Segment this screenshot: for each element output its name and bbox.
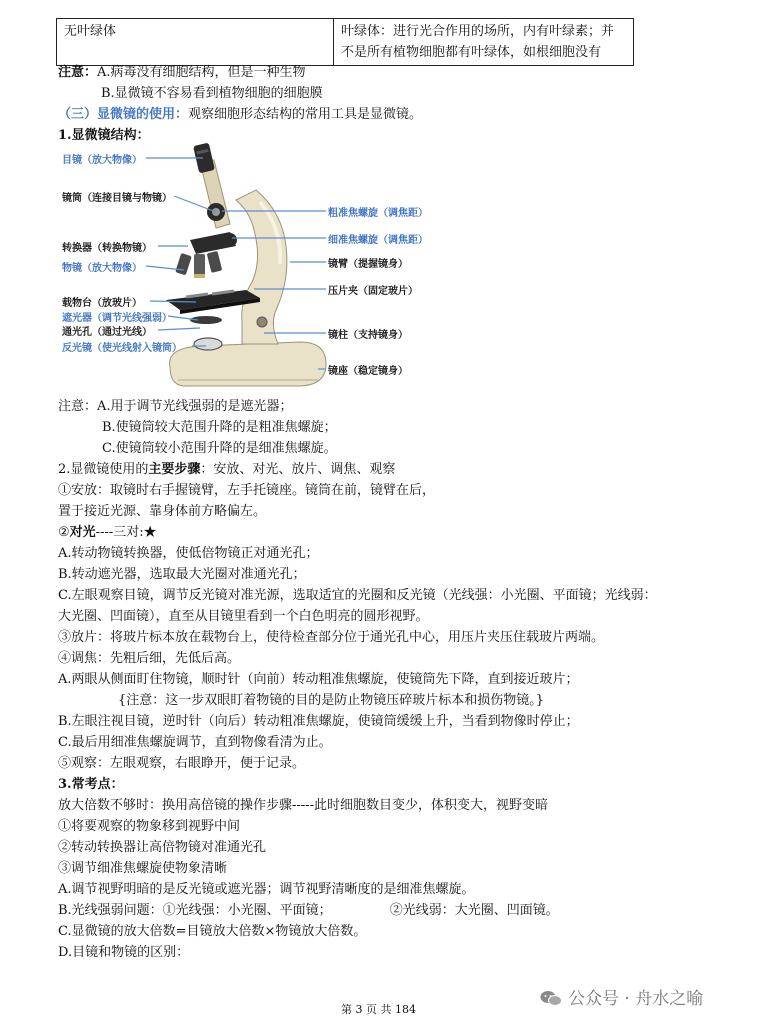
step1-line1: ①安放：取镜时右手握镜臂，左手托镜座。镜筒在前，镜臂在后， xyxy=(58,483,436,498)
step1-line2: 置于接近光源、靠身体前方略偏左。 xyxy=(58,504,267,519)
step4: ④调焦：先粗后细，先低后高。 xyxy=(58,651,241,666)
step4-c: C.最后用细准焦螺旋调节，直到物像看清为止。 xyxy=(58,735,332,750)
steps-title-pre: 2.显微镜使用的 xyxy=(58,462,149,477)
exam-line3: ②转动转换器让高倍物镜对准通光孔 xyxy=(58,840,267,855)
label-tube: 镜筒（连接目镜与物镜） xyxy=(62,193,172,204)
note1-label: 注意： xyxy=(58,65,98,80)
note1-a: A.病毒没有细胞结构，但是一种生物 xyxy=(97,65,306,80)
structure-title: 1.显微镜结构： xyxy=(58,128,150,143)
step2-post: ----三对:★ xyxy=(95,525,157,540)
exam-line2: ①将要观察的物象移到视野中间 xyxy=(58,819,241,834)
exam-line6-a: B.光线强弱问题：①光线强：小光圈、平面镜； xyxy=(58,903,332,918)
label-light-hole: 通光孔（通过光线） xyxy=(62,327,152,338)
label-mirror: 反光镜（使光线射入镜筒） xyxy=(62,343,182,354)
exam-line6-b: ②光线弱：大光圈、凹面镜。 xyxy=(389,903,559,918)
steps-title-bold: 主要步骤 xyxy=(148,462,201,477)
step3: ③放片：将玻片标本放在载物台上，使待检查部分位于通光孔中心，用压片夹压住载玻片两端。 xyxy=(58,630,605,645)
table-cell-right: 叶绿体：进行光合作用的场所，内有叶绿素；并不是所有植物细胞都有叶绿体，如根细胞没有 xyxy=(334,19,634,66)
label-stage: 载物台（放玻片） xyxy=(62,298,142,309)
label-diaphragm: 遮光器（调节光线强弱） xyxy=(62,313,172,324)
note2-c: C.使镜筒较小范围升降的是细准焦螺旋。 xyxy=(102,441,337,456)
step4-note: {注意：这一步双眼盯着物镜的目的是防止物镜压碎玻片标本和损伤物镜。} xyxy=(118,693,545,708)
page-number: 第 3 页 共 184 xyxy=(341,1003,416,1016)
label-eyepiece: 目镜（放大物像） xyxy=(62,155,142,166)
label-clip: 压片夹（固定玻片） xyxy=(328,286,418,297)
label-objective: 物镜（放大物像） xyxy=(62,263,142,274)
label-fine-focus: 细准焦螺旋（调焦距） xyxy=(328,235,428,246)
exam-line5: A.调节视野明暗的是反光镜或遮光器；调节视野清晰度的是细准焦螺旋。 xyxy=(58,882,475,897)
steps-title xyxy=(58,460,395,480)
exam-line6 xyxy=(58,901,559,921)
step4-b: B.左眼注视目镜，逆时针（向后）转动粗准焦螺旋，使镜筒缓缓上升，当看到物像时停止； xyxy=(58,714,579,729)
note1-b: B.显微镜不容易看到植物细胞的细胞膜 xyxy=(101,86,323,101)
step2-num: ② xyxy=(58,525,70,540)
step2-b: B.转动遮光器，选取最大光圈对准通光孔； xyxy=(58,567,306,582)
watermark-text: 公众号 · 舟水之喻 xyxy=(568,989,704,1009)
section3-heading: （三）显微镜的使用： xyxy=(58,107,189,122)
step5: ⑤观察：左眼观察，右眼睁开，便于记录。 xyxy=(58,756,306,771)
label-converter: 转换器（转换物镜） xyxy=(62,243,152,254)
table-cell-left: 无叶绿体 xyxy=(57,19,334,66)
label-coarse-focus: 粗准焦螺旋（调焦距） xyxy=(328,208,428,219)
exam-title: 3.常考点： xyxy=(58,777,124,792)
exam-line4: ③调节细准焦螺旋使物象清晰 xyxy=(58,861,228,876)
label-pillar: 镜柱（支持镜身） xyxy=(328,330,408,341)
step2-bold: 对光 xyxy=(69,525,96,540)
step2-a: A.转动物镜转换器，使低倍物镜正对通光孔； xyxy=(58,546,319,561)
exam-line8: D.目镜和物镜的区别： xyxy=(58,945,190,960)
exam-line1: 放大倍数不够时：换用高倍镜的操作步骤-----此时细胞数目变少，体积变大，视野变暗 xyxy=(58,798,548,813)
step2-title xyxy=(58,523,157,543)
note2-b: B.使镜筒较大范围升降的是粗准焦螺旋； xyxy=(102,420,337,435)
label-base: 镜座（稳定镜身） xyxy=(328,366,408,377)
step2-c-line1: C.左眼观察目镜，调节反光镜对准光源，选取适宜的光圈和反光镜（光线强：小光圈、平面镜；光线弱： xyxy=(58,588,657,603)
exam-line7: C.显微镜的放大倍数=目镜放大倍数×物镜放大倍数。 xyxy=(58,924,367,939)
steps-title-post: ：安放、对光、放片、调焦、观察 xyxy=(200,462,396,477)
section3-text: 观察细胞形态结构的常用工具是显微镜。 xyxy=(188,107,423,122)
step4-a: A.两眼从侧面盯住物镜，顺时针（向前）转动粗准焦螺旋，使镜筒先下降，直到接近玻片； xyxy=(58,672,579,687)
label-arm: 镜臂（提握镜身） xyxy=(328,259,408,270)
note2-a: 注意：A.用于调节光线强弱的是遮光器； xyxy=(58,399,293,414)
step2-c-line2: 大光圈、凹面镜），直至从目镜里看到一个白色明亮的圆形视野。 xyxy=(58,609,429,624)
